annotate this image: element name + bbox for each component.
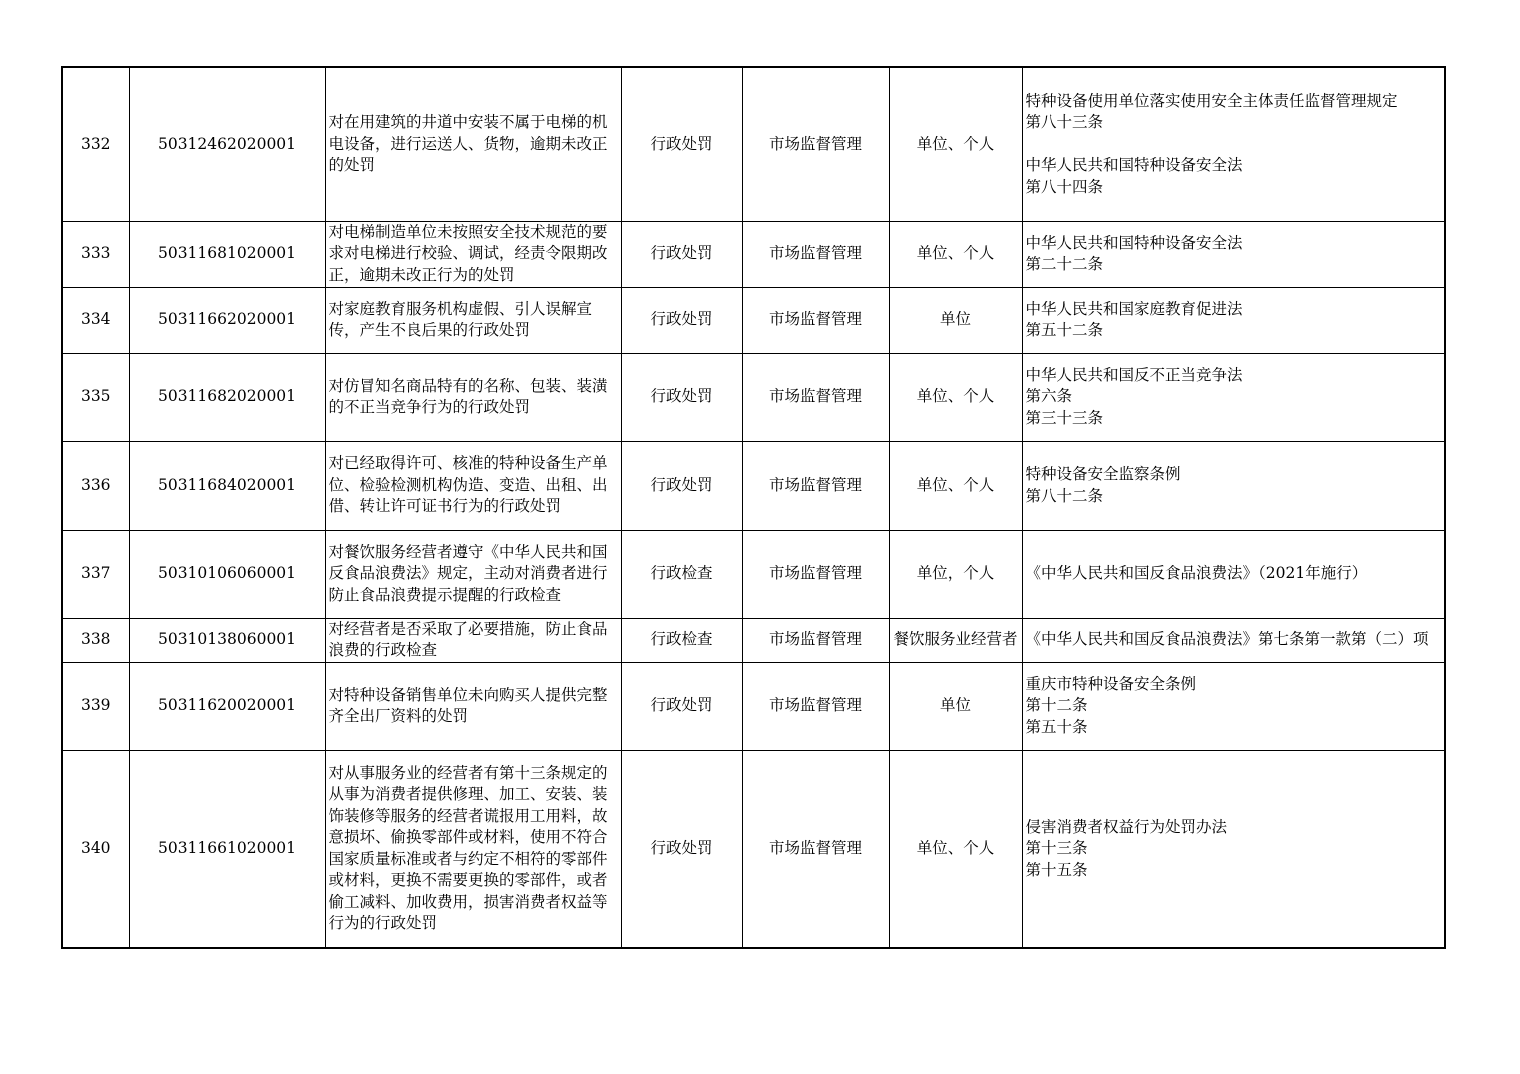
row-index: 340 <box>62 750 129 948</box>
item-name: 对在用建筑的井道中安装不属于电梯的机电设备，进行运送人、货物，逾期未改正的处罚 <box>325 67 621 221</box>
item-legal-basis: 特种设备安全监察条例 第八十二条 <box>1022 441 1445 530</box>
item-name: 对仿冒知名商品特有的名称、包装、装潢的不正当竞争行为的行政处罚 <box>325 353 621 441</box>
item-code: 50310106060001 <box>129 530 325 618</box>
row-index: 334 <box>62 287 129 353</box>
item-department: 市场监督管理 <box>742 67 889 221</box>
item-code: 50311684020001 <box>129 441 325 530</box>
item-code: 50310138060001 <box>129 618 325 662</box>
item-target: 单位、个人 <box>889 441 1022 530</box>
row-index: 335 <box>62 353 129 441</box>
item-target: 餐饮服务业经营者 <box>889 618 1022 662</box>
item-code: 50312462020001 <box>129 67 325 221</box>
item-target: 单位、个人 <box>889 67 1022 221</box>
item-type: 行政处罚 <box>621 287 742 353</box>
item-legal-basis: 《中华人民共和国反食品浪费法》（2021年施行） <box>1022 530 1445 618</box>
item-department: 市场监督管理 <box>742 530 889 618</box>
enforcement-items-table <box>61 66 1446 949</box>
row-index: 336 <box>62 441 129 530</box>
item-legal-basis: 中华人民共和国家庭教育促进法 第五十二条 <box>1022 287 1445 353</box>
item-department: 市场监督管理 <box>742 750 889 948</box>
item-type: 行政检查 <box>621 530 742 618</box>
item-type: 行政处罚 <box>621 67 742 221</box>
row-index: 337 <box>62 530 129 618</box>
table-row <box>62 750 1445 948</box>
item-target: 单位 <box>889 287 1022 353</box>
table-row <box>62 530 1445 618</box>
item-department: 市场监督管理 <box>742 662 889 750</box>
table-row <box>62 441 1445 530</box>
table-row <box>62 221 1445 287</box>
item-department: 市场监督管理 <box>742 441 889 530</box>
item-department: 市场监督管理 <box>742 287 889 353</box>
item-name: 对电梯制造单位未按照安全技术规范的要求对电梯进行校验、调试，经责令限期改正，逾期未改正行为的处罚 <box>325 221 621 287</box>
table-row <box>62 287 1445 353</box>
item-legal-basis: 中华人民共和国特种设备安全法 第二十二条 <box>1022 221 1445 287</box>
item-target: 单位、个人 <box>889 353 1022 441</box>
table-row <box>62 67 1445 221</box>
table-row <box>62 662 1445 750</box>
item-department: 市场监督管理 <box>742 353 889 441</box>
item-name: 对从事服务业的经营者有第十三条规定的从事为消费者提供修理、加工、安装、装饰装修等服务的经营者谎报用工用料，故意损坏、偷换零部件或材料，使用不符合国家质量标准或者与约定不相符的零部件或材料，更换不需要更换的零部件，或者偷工减料、加收费用，损害消费者权益等行为的行政处罚 <box>325 750 621 948</box>
row-index: 338 <box>62 618 129 662</box>
item-code: 50311661020001 <box>129 750 325 948</box>
item-department: 市场监督管理 <box>742 221 889 287</box>
item-code: 50311662020001 <box>129 287 325 353</box>
item-name: 对餐饮服务经营者遵守《中华人民共和国反食品浪费法》规定，主动对消费者进行防止食品浪费提示提醒的行政检查 <box>325 530 621 618</box>
table-body <box>62 67 1445 948</box>
row-index: 332 <box>62 67 129 221</box>
item-type: 行政处罚 <box>621 662 742 750</box>
item-code: 50311682020001 <box>129 353 325 441</box>
item-department: 市场监督管理 <box>742 618 889 662</box>
item-target: 单位 <box>889 662 1022 750</box>
row-index: 339 <box>62 662 129 750</box>
item-code: 50311620020001 <box>129 662 325 750</box>
item-legal-basis: 中华人民共和国反不正当竞争法 第六条 第三十三条 <box>1022 353 1445 441</box>
item-code: 50311681020001 <box>129 221 325 287</box>
item-legal-basis: 《中华人民共和国反食品浪费法》第七条第一款第（二）项 <box>1022 618 1445 662</box>
item-name: 对家庭教育服务机构虚假、引人误解宣传，产生不良后果的行政处罚 <box>325 287 621 353</box>
table-row <box>62 618 1445 662</box>
item-legal-basis: 侵害消费者权益行为处罚办法 第十三条 第十五条 <box>1022 750 1445 948</box>
item-type: 行政处罚 <box>621 353 742 441</box>
item-name: 对经营者是否采取了必要措施，防止食品浪费的行政检查 <box>325 618 621 662</box>
item-legal-basis: 特种设备使用单位落实使用安全主体责任监督管理规定 第八十三条 中华人民共和国特种设备安全法 第八十四条 <box>1022 67 1445 221</box>
table-row <box>62 353 1445 441</box>
item-target: 单位、个人 <box>889 750 1022 948</box>
row-index: 333 <box>62 221 129 287</box>
item-target: 单位，个人 <box>889 530 1022 618</box>
item-name: 对特种设备销售单位未向购买人提供完整齐全出厂资料的处罚 <box>325 662 621 750</box>
item-type: 行政处罚 <box>621 221 742 287</box>
item-name: 对已经取得许可、核准的特种设备生产单位、检验检测机构伪造、变造、出租、出借、转让许可证书行为的行政处罚 <box>325 441 621 530</box>
item-legal-basis: 重庆市特种设备安全条例 第十二条 第五十条 <box>1022 662 1445 750</box>
item-target: 单位、个人 <box>889 221 1022 287</box>
item-type: 行政处罚 <box>621 750 742 948</box>
item-type: 行政检查 <box>621 618 742 662</box>
item-type: 行政处罚 <box>621 441 742 530</box>
